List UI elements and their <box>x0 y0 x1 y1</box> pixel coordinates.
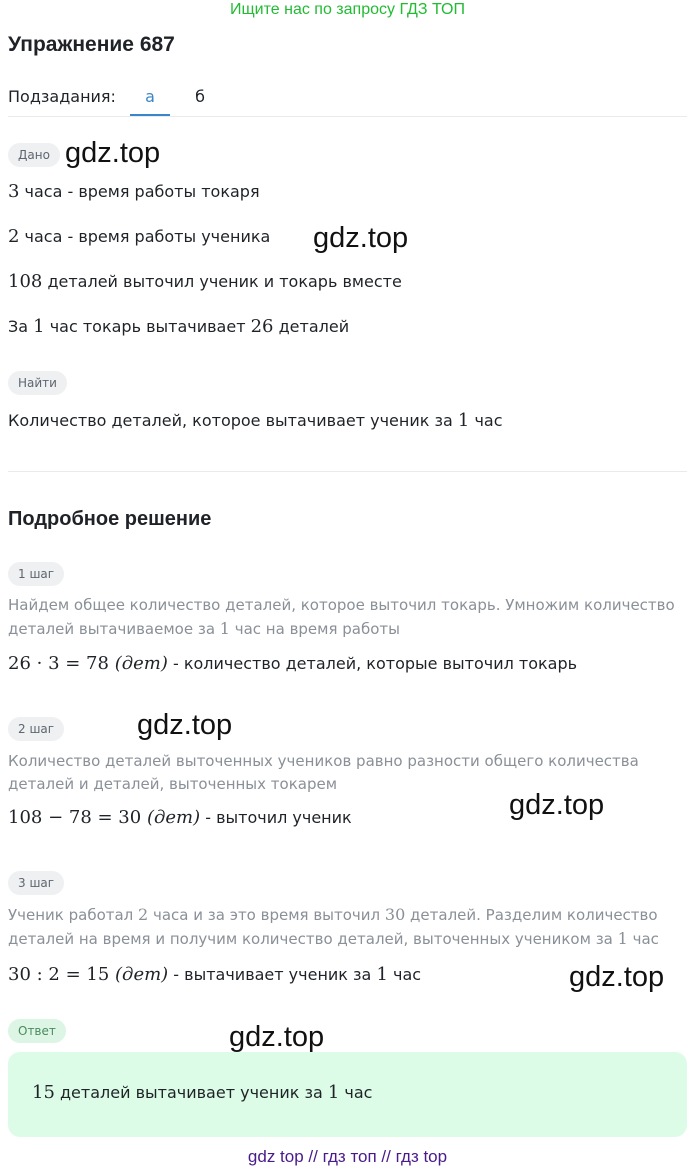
given-text: деталей <box>273 317 350 336</box>
formula-result: - количество деталей, которые выточил токарь <box>167 654 578 673</box>
find-line <box>8 410 503 431</box>
given-line-1 <box>8 181 260 202</box>
divider <box>8 116 687 117</box>
step-1-badge: 1 шаг <box>8 562 64 586</box>
promo-banner: Ищите нас по запросу ГДЗ ТОП <box>230 1 465 18</box>
given-text: часа - время работы ученика <box>19 227 271 246</box>
answer-text <box>32 1082 372 1103</box>
step-text: часа и за это время выточил <box>148 906 385 924</box>
step-1-description <box>8 594 683 641</box>
watermark: gdz.top <box>65 137 161 169</box>
formula-result: - выточил ученик <box>200 808 352 827</box>
step-3-formula <box>8 964 421 985</box>
given-line-3 <box>8 271 402 292</box>
formula-unit: (дет) <box>115 964 169 985</box>
find-text: час <box>469 411 503 430</box>
watermark: gdz.top <box>229 1021 325 1053</box>
step-text: час <box>627 930 659 948</box>
step-text: Ученик работал <box>8 906 139 924</box>
footer-links[interactable]: gdz top // гдз топ // гдз top <box>247 1147 448 1166</box>
given-line-2 <box>8 226 270 247</box>
step-number: 2 <box>138 905 149 924</box>
given-number: 108 <box>8 271 43 292</box>
given-number: 26 <box>250 316 274 337</box>
formula-number: 1 <box>376 964 388 985</box>
watermark: gdz.top <box>509 789 605 821</box>
find-badge: Найти <box>8 371 67 395</box>
given-number: 2 <box>8 226 20 247</box>
step-3-description <box>8 903 683 951</box>
step-2-description: Количество деталей выточенных учеников равно разности общего количества деталей и деталей, выточенных токарем <box>8 752 639 793</box>
answer-number: 15 <box>32 1082 55 1103</box>
solution-title: Подробное решение <box>8 508 212 530</box>
step-2-badge: 2 шаг <box>8 717 64 741</box>
tab-b[interactable]: б <box>195 87 205 106</box>
watermark: gdz.top <box>137 709 233 741</box>
formula: 108 − 78 = 30 <box>8 807 147 828</box>
given-line-4 <box>8 316 349 337</box>
watermark: gdz.top <box>569 961 665 993</box>
given-text: часа - время работы токаря <box>19 182 260 201</box>
step-3-badge: 3 шаг <box>8 871 64 895</box>
step-number: 30 <box>384 905 406 924</box>
formula-unit: (дет) <box>146 807 201 828</box>
given-text: За <box>8 317 34 336</box>
step-text: деталей. Разделим количество деталей на время и получим количество деталей, выточенных учеником за <box>8 906 658 948</box>
formula: 30 : 2 = 15 <box>8 964 116 985</box>
step-number: 1 <box>617 929 628 948</box>
step-1-formula <box>8 653 577 674</box>
find-text: Количество деталей, которое вытачивает ученик за <box>8 411 458 430</box>
answer-number: 1 <box>327 1082 340 1103</box>
formula-result: - вытачивает ученик за <box>168 965 377 984</box>
divider <box>8 471 687 472</box>
subtasks-label: Подзадания: <box>8 87 116 106</box>
watermark: gdz.top <box>313 222 409 254</box>
step-number: 1 <box>219 619 230 638</box>
page-title: Упражнение 687 <box>8 33 175 56</box>
step-2-formula <box>8 807 352 828</box>
step-text: Найдем общее количество деталей, которое выточил токарь. Умножим количество деталей вытачиваемое за <box>8 596 675 638</box>
given-badge: Дано <box>8 143 60 167</box>
formula: 26 · 3 = 78 <box>8 653 115 674</box>
answer-badge: Ответ <box>8 1019 66 1043</box>
answer-label: деталей вытачивает ученик за <box>54 1083 328 1102</box>
given-number: 3 <box>8 181 20 202</box>
step-text: час на время работы <box>229 620 400 638</box>
answer-label: час <box>339 1083 373 1102</box>
given-text: час токарь вытачивает <box>44 317 251 336</box>
find-number: 1 <box>457 410 470 431</box>
given-text: деталей выточил ученик и токарь вместе <box>42 272 402 291</box>
formula-unit: (дет) <box>114 653 168 674</box>
tab-a[interactable]: а <box>145 87 155 106</box>
formula-result: час <box>387 965 422 984</box>
given-number: 1 <box>33 316 45 337</box>
